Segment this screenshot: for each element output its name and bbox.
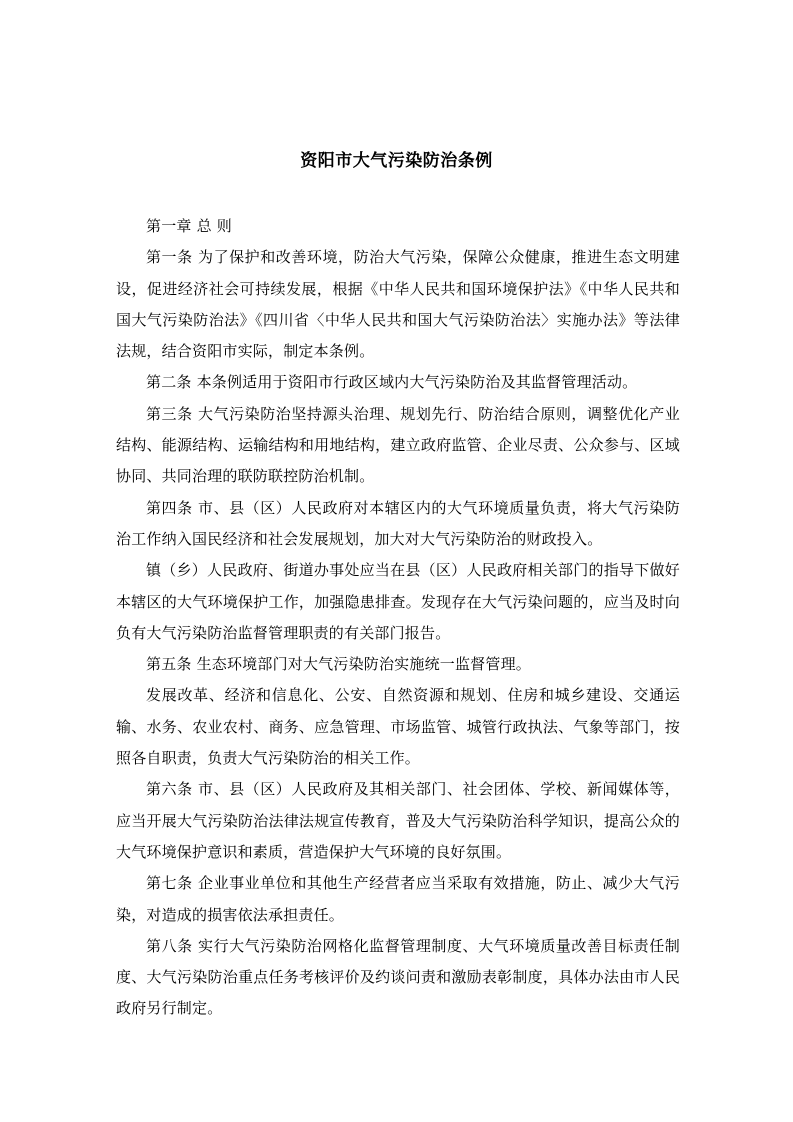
- article-3: 第三条 大气污染防治坚持源头治理、规划先行、防治结合原则，调整优化产业结构、能源结构、运输结构和用地结构，建立政府监管、企业尽责、公众参与、区域协同、共同治理的联防联控防治机制。: [116, 404, 680, 486]
- article-4-paragraph-2: 镇（乡）人民政府、街道办事处应当在县（区）人民政府相关部门的指导下做好本辖区的大气环境保护工作，加强隐患排查。发现存在大气污染问题的，应当及时向负有大气污染防治监督管理职责的有关部门报告。: [116, 561, 680, 642]
- article-7: 第七条 企业事业单位和其他生产经营者应当采取有效措施，防止、减少大气污染，对造成的损害依法承担责任。: [116, 874, 680, 924]
- article-8: 第八条 实行大气污染防治网格化监督管理制度、大气环境质量改善目标责任制度、大气污染防治重点任务考核评价及约谈问责和激励表彰制度，具体办法由市人民政府另行制定。: [116, 936, 680, 1018]
- chapter-heading: 第一章 总 则: [146, 217, 232, 235]
- article-4: 第四条 市、县（区）人民政府对本辖区内的大气环境质量负责，将大气污染防治工作纳入国民经济和社会发展规划，加大对大气污染防治的财政投入。: [116, 498, 680, 548]
- article-5-paragraph-2: 发展改革、经济和信息化、公安、自然资源和规划、住房和城乡建设、交通运输、水务、农业农村、商务、应急管理、市场监管、城管行政执法、气象等部门，按照各自职责，负责大气污染防治的相关工作。: [116, 686, 680, 768]
- article-2: 第二条 本条例适用于资阳市行政区域内大气污染防治及其监督管理活动。: [146, 373, 638, 392]
- article-1: 第一条 为了保护和改善环境，防治大气污染，保障公众健康，推进生态文明建设，促进经济社会可持续发展，根据《中华人民共和国环境保护法》《中华人民共和国大气污染防治法》《四川省〈中华人民共和国大气污染防治法〉实施办法》等法律法规，结合资阳市实际，制定本条例。: [116, 248, 680, 361]
- article-5: 第五条 生态环境部门对大气污染防治实施统一监督管理。: [146, 655, 531, 674]
- article-6: 第六条 市、县（区）人民政府及其相关部门、社会团体、学校、新闻媒体等，应当开展大气污染防治法律法规宣传教育，普及大气污染防治科学知识，提高公众的大气环境保护意识和素质，营造保护大气环境的良好氛围。: [116, 780, 680, 861]
- document-title: 资阳市大气污染防治条例: [300, 151, 493, 171]
- document-body: [116, 211, 680, 1025]
